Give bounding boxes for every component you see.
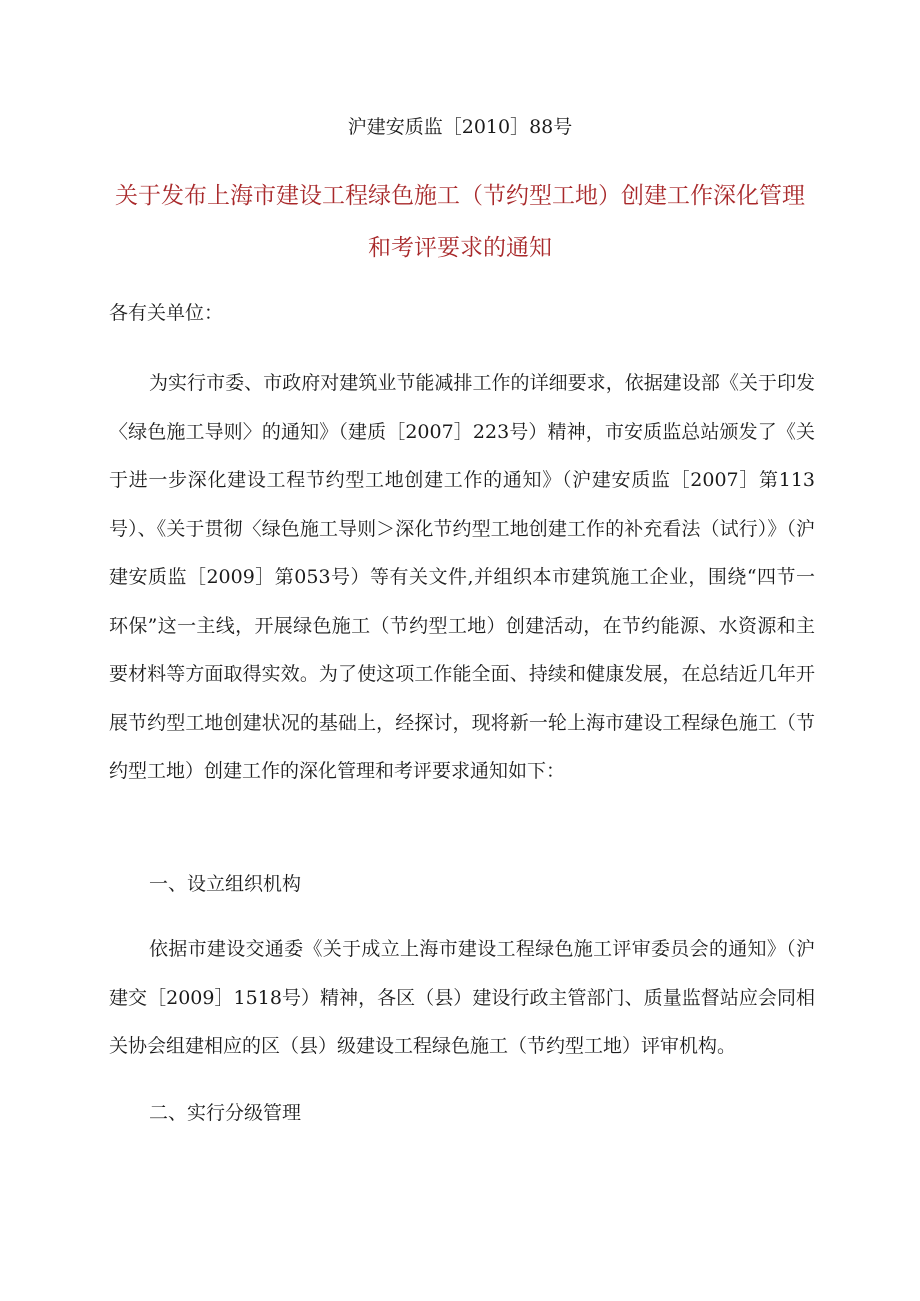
salutation: 各有关单位： — [109, 302, 224, 324]
document-number: 沪建安质监［2010］88号 — [347, 116, 573, 138]
body-paragraph: 依据市建设交通委《关于成立上海市建设工程绿色施工评审委员会的通知》（沪建交［2009］1518号）精神，各区（县）建设行政主管部门、质量监督站应会同相关协会组建相应的区（县）级建设工程绿色施工（节约型工地）评审机构。 — [109, 938, 815, 1057]
document-title: 关于发布上海市建设工程绿色施工（节约型工地）创建工作深化管理和考评要求的通知 — [115, 183, 805, 261]
body-paragraph: 为实行市委、市政府对建筑业节能减排工作的详细要求，依据建设部《关于印发〈绿色施工导则〉的通知》（建质［2007］223号）精神，市安质监总站颁发了《关于进一步深化建设工程节约型工地创建工作的通知》（沪建安质监［2007］第113号）、《关于贯彻〈绿色施工导则＞深化节约型工地创建工作的补充看法（试行）》（沪建安质监［2009］第053号）等有关文件,并组织本市建筑施工企业，围绕“四节一环保”这一主线，开展绿色施工（节约型工地）创建活动，在节约能源、水资源和主要材料等方面取得实效。为了使这项工作能全面、持续和健康发展，在总结近几年开展节约型工地创建状况的基础上，经探讨，现将新一轮上海市建设工程绿色施工（节约型工地）创建工作的深化管理和考评要求通知如下： — [109, 372, 815, 782]
section-heading: 二、实行分级管理 — [149, 1102, 302, 1124]
section-heading: 一、设立组织机构 — [149, 873, 302, 895]
